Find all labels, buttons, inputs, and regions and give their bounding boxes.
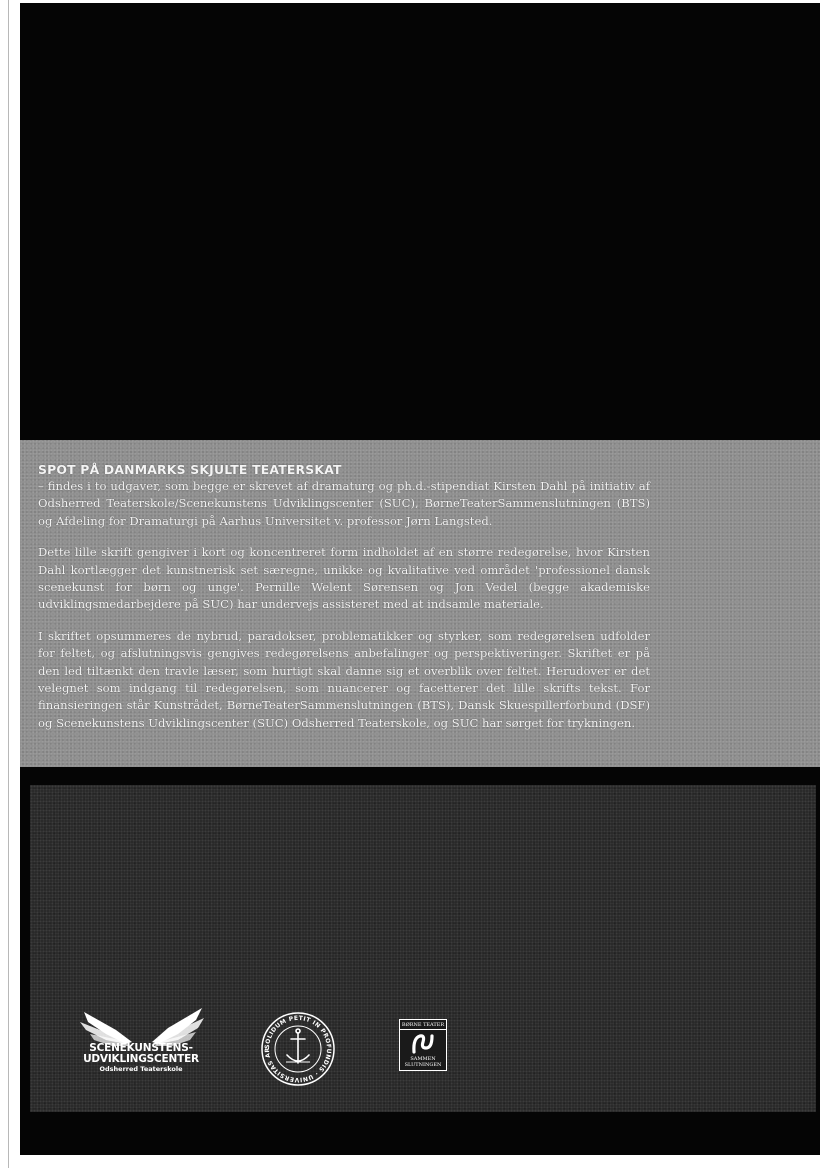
university-seal-icon [258,1009,338,1089]
suc-logo-line1: SCENEKUNSTENS- [89,1042,193,1054]
bts-mark-icon [411,1032,435,1054]
paragraph-1: – findes i to udgaver, som begge er skrevet af dramaturg og ph.d.-stipendiat Kirsten Dahl på initiativ af Odsherred Teaterskole/Scenekunstens Udviklingscenter (SUC), BørneTeaterSammenslutningen (BTS) og Afdeling for Dramaturgi på Aarhus Universitet v. professor Jørn Langsted. [38,479,650,528]
seal-ring-text: SOLIDUM PETIT IN PROFUNDIS · UNIVERSITAS AR [263,1014,333,1084]
cover-text [38,462,650,746]
paragraph-2: Dette lille skrift gengiver i kort og koncentreret form indholdet af en større redegørelse, hvor Kirsten Dahl kortlægger det kunstnerisk set særegne, unikke og kvalitative ved området 'professionel dansk scenekunst for børn og unge'. Pernille Welent Sørensen og Jon Vedel (begge akademiske udviklingsmedarbejdere på SUC) har undervejs assisteret med at indsamle materiale. [38,545,650,612]
paragraph-3: I skriftet opsummeres de nybrud, paradokser, problematikker og styrker, som redegørelsen udfolder for feltet, og afslutningsvis gengives redegørelsens anbefalinger og perspektiveringer. Skriftet er på den led tiltænkt den travle læser, som hurtigt skal danne sig et overblik over feltet. Herudover er det velegnet som indgang til redegørelsen, som nuancerer og facetterer det lille skrifts tekst. For finansieringen står Kunstrådet, BørneTeaterSammenslutningen (BTS), Dansk Skuespillerforbund (DSF) og Scenekunstens Udviklingscenter (SUC) Odsherred Teaterskole, og SUC har sørget for trykningen. [38,628,650,730]
bts-logo [399,1019,447,1071]
bts-logo-top: BØRNE TEATER [401,1022,445,1028]
cover-heading: SPOT PÅ DANMARKS SKJULTE TEATERSKAT [38,462,342,477]
bts-logo-bottom: SAMMEN SLUTNINGEN [404,1056,442,1068]
suc-logo [76,1008,206,1078]
suc-logo-line3: Odsherred Teaterskole [99,1065,183,1073]
suc-logo-line2: UDVIKLINGSCENTER [83,1053,199,1065]
margin-line [8,0,9,1168]
aarhus-university-seal [258,1009,338,1089]
